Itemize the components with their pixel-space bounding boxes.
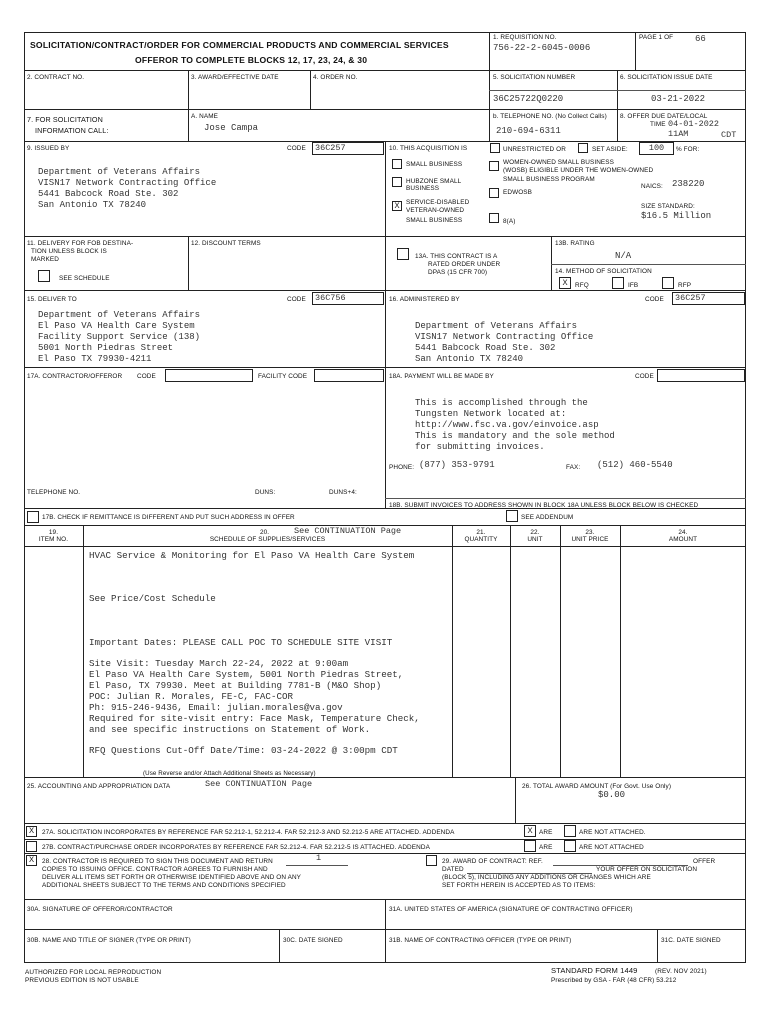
footer-rev: (REV. NOV 2021) (655, 968, 707, 975)
percent-for-label: % FOR: (676, 146, 700, 153)
contractor-label: 17A. CONTRACTOR/OFFEROR (27, 373, 123, 380)
issue-date-label: 6. SOLICITATION ISSUE DATE (620, 74, 713, 81)
award-date-label: 3. AWARD/EFFECTIVE DATE (191, 74, 279, 81)
schedule-line-10: and see specific instructions on Statement of Work. (89, 724, 371, 735)
sdvosb-label2: VETERAN-OWNED (406, 207, 465, 214)
payment-fax-label: FAX: (566, 464, 581, 471)
issued-by-line3: 5441 Babcock Road Ste. 302 (38, 189, 179, 199)
27a-are-not-label: ARE NOT ATTACHED. (579, 829, 646, 836)
offer-due-time[interactable]: 11AM (668, 129, 689, 139)
set-aside-label: SET ASIDE: (592, 146, 628, 153)
27b-are-label: ARE (539, 844, 553, 851)
for-info-label1: 7. FOR SOLICITATION (27, 115, 103, 124)
set-aside-checkbox[interactable] (578, 143, 588, 153)
28-line4: ADDITIONAL SHEETS SUBJECT TO THE TERMS AND CONDITIONS SPECIFIED (42, 882, 286, 889)
29-line4: SET FORTH HEREIN IS ACCEPTED AS TO ITEMS: (442, 882, 596, 889)
issued-by-line2: VISN17 Network Contracting Office (38, 178, 217, 188)
rule-r2-a (188, 70, 189, 109)
set-aside-percent[interactable]: 100 (639, 142, 674, 155)
rule-col-quantity (510, 525, 511, 777)
payment-text-line4: This is mandatory and the sole method (415, 431, 615, 441)
27a-are-label: ARE (539, 829, 553, 836)
rule-r11-b (385, 236, 386, 290)
col-unit-num: 22. (530, 529, 540, 536)
28-copies-underline (286, 865, 348, 866)
footer-previous-edition: PREVIOUS EDITION IS NOT USABLE (25, 977, 139, 984)
sdvosb-label3: SMALL BUSINESS (406, 217, 463, 224)
footer-prescribed: Prescribed by GSA - FAR (48 CFR) 53.212 (551, 977, 677, 984)
offer-due-timezone: CDT (721, 130, 737, 140)
sdvosb-checkbox[interactable]: X (392, 201, 402, 211)
issued-by-code[interactable]: 36C257 (312, 142, 384, 155)
administered-by-line1: Department of Veterans Affairs (415, 321, 578, 331)
27a-checkbox[interactable]: X (26, 826, 37, 837)
administered-by-line2: VISN17 Network Contracting Office (415, 332, 594, 342)
sdvosb-label1: SERVICE-DISABLED (406, 199, 470, 206)
col-quantity-num: 21. (476, 529, 486, 536)
issue-date-value[interactable]: 03-21-2022 (651, 94, 706, 104)
contractor-code-input[interactable] (165, 369, 253, 382)
rule-sig-30c (279, 929, 280, 963)
page-count-value: 66 (695, 34, 706, 44)
ifb-label: IFB (628, 282, 639, 289)
deliver-to-label: 15. DELIVER TO (27, 296, 77, 303)
31a-signature-label: 31A. UNITED STATES OF AMERICA (SIGNATURE OF CONTRACTING OFFICER) (389, 906, 633, 913)
rule-row25 (24, 777, 746, 778)
rated-label3: DPAS (15 CFR 700) (428, 269, 488, 276)
for-info-label2: INFORMATION CALL: (35, 126, 109, 135)
col-unit-price-label: UNIT PRICE (571, 536, 609, 543)
requisition-label: 1. REQUISITION NO. (493, 34, 557, 41)
rule-row27b (24, 839, 746, 840)
schedule-line-9: Required for site-visit entry: Face Mask, Temperature Check, (89, 713, 420, 724)
contractor-code-label: CODE (137, 373, 156, 380)
27b-checkbox[interactable] (26, 841, 37, 852)
payment-label: 18A. PAYMENT WILL BE MADE BY (389, 373, 494, 380)
solicitation-no-label: 5. SOLICITATION NUMBER (493, 74, 576, 81)
rule-r11-a (188, 236, 189, 290)
remittance-checkbox[interactable] (27, 511, 39, 523)
edwosb-label: EDWOSB (503, 189, 533, 196)
30a-signature-label: 30A. SIGNATURE OF OFFEROR/CONTRACTOR (27, 906, 173, 913)
payment-text-line1: This is accomplished through the (415, 398, 588, 408)
rfp-checkbox[interactable] (662, 277, 674, 289)
discount-terms-label: 12. DISCOUNT TERMS (191, 240, 261, 247)
naics-value[interactable]: 238220 (672, 179, 705, 189)
footer-form-name: STANDARD FORM 1449 (551, 966, 638, 975)
rule-sig-split (385, 899, 386, 963)
rating-value[interactable]: N/A (615, 251, 632, 261)
29-checkbox[interactable] (426, 855, 437, 866)
delivery-fob-label1: 11. DELIVERY FOR FOB DESTINA- (27, 240, 134, 247)
reverse-note: (Use Reverse and/or Attach Additional Sheets as Necessary) (143, 770, 316, 777)
27a-are-not-checkbox[interactable] (564, 825, 576, 837)
see-schedule-label: SEE SCHEDULE (59, 275, 110, 282)
rule-r15-split (385, 290, 386, 367)
hubzone-label1: HUBZONE SMALL (406, 178, 462, 185)
administered-by-line3: 5441 Babcock Road Ste. 302 (415, 343, 556, 353)
28-line1: 28. CONTRACTOR IS REQUIRED TO SIGN THIS DOCUMENT AND RETURN (42, 858, 273, 865)
col-amount-num: 24. (678, 529, 688, 536)
contact-name-value[interactable]: Jose Campa (204, 123, 259, 133)
31c-date-label: 31C. DATE SIGNED (661, 937, 721, 944)
rule-row2 (24, 70, 746, 71)
hubzone-checkbox[interactable] (392, 177, 402, 187)
rule-col-schedule (452, 525, 453, 777)
schedule-line-6: El Paso, TX 79930. Meet at Building 7781-B (M&O Shop) (89, 680, 382, 691)
telephone-label: TELEPHONE NO. (27, 489, 81, 496)
rule-col-item (83, 525, 84, 777)
col-schedule-label: SCHEDULE OF SUPPLIES/SERVICES (209, 536, 326, 543)
hubzone-label2: BUSINESS (406, 185, 440, 192)
schedule-line-4: Site Visit: Tuesday March 22-24, 2022 at 9:00am (89, 658, 349, 669)
duns-label: DUNS: (255, 489, 276, 496)
wosb-label2: (WOSB) ELIGIBLE UNDER THE WOMEN-OWNED (503, 167, 654, 174)
schedule-line-3: Important Dates: PLEASE CALL POC TO SCHEDULE SITE VISIT (89, 637, 393, 648)
delivery-fob-label2: TION UNLESS BLOCK IS (31, 248, 107, 255)
small-business-checkbox[interactable] (392, 159, 402, 169)
schedule-line-1: HVAC Service & Monitoring for El Paso VA Health Care System (89, 550, 415, 561)
naics-label: NAICS: (641, 183, 663, 190)
delivery-fob-label3: MARKED (31, 256, 59, 263)
29-line3: (BLOCK 5), INCLUDING ANY ADDITIONS OR CHANGES WHICH ARE (442, 874, 651, 881)
administered-by-code-label: CODE (645, 296, 664, 303)
deliver-to-line4: 5001 North Piedras Street (38, 343, 174, 353)
payment-text-line2: Tungsten Network located at: (415, 409, 567, 419)
schedule-line-2: See Price/Cost Schedule (89, 593, 216, 604)
submit-invoices-label: 18B. SUBMIT INVOICES TO ADDRESS SHOWN IN BLOCK 18A UNLESS BLOCK BELOW IS CHECKED (389, 502, 699, 509)
rule-r2-sub (489, 90, 746, 91)
29-line1: 29. AWARD OF CONTRACT: REF. (442, 858, 543, 865)
rule-r11-c (551, 236, 552, 290)
total-award-value[interactable]: $0.00 (598, 790, 626, 800)
requisition-value[interactable]: 756-22-2-6045-0006 (493, 43, 591, 53)
rule-r7-b (489, 109, 490, 141)
rule-col-unit-price (620, 525, 621, 777)
form-title-line2: OFFEROR TO COMPLETE BLOCKS 12, 17, 23, 24, & 30 (135, 55, 368, 65)
administered-by-code[interactable]: 36C257 (672, 292, 745, 305)
small-business-label: SMALL BUSINESS (406, 161, 463, 168)
see-addendum-checkbox[interactable] (506, 510, 518, 522)
ifb-checkbox[interactable] (612, 277, 624, 289)
schedule-line-8: Ph: 915-246-9436, Email: julian.morales@va.gov (89, 702, 343, 713)
rated-label1: 13A. THIS CONTRACT IS A (415, 253, 498, 260)
col-amount-label: AMOUNT (668, 536, 698, 543)
col-item-no-num: 19. (48, 529, 59, 536)
duns4-label: DUNS+4: (329, 489, 357, 496)
edwosb-checkbox[interactable] (489, 188, 499, 198)
rule-sig-31c (657, 929, 658, 963)
facility-code-input[interactable] (314, 369, 384, 382)
order-no-label: 4. ORDER NO. (313, 74, 358, 81)
wosb-label1: WOMEN-OWNED SMALL BUSINESS (503, 159, 615, 166)
accounting-value: See CONTINUATION Page (205, 779, 313, 789)
28-line3: DELIVER ALL ITEMS SET FORTH OR OTHERWISE IDENTIFIED ABOVE AND ON ANY (42, 874, 302, 881)
see-schedule-checkbox[interactable] (38, 270, 50, 282)
rule-r7-c (617, 109, 618, 141)
unrestricted-label: UNRESTRICTED OR (503, 146, 566, 153)
rule-r9-split (385, 141, 386, 236)
payment-text-line3: http://www.fsc.va.gov/einvoice.asp (415, 420, 599, 430)
offer-due-label2: TIME (650, 121, 666, 128)
method-label: 14. METHOD OF SOLICITATION (555, 268, 652, 275)
contract-no-label: 2. CONTRACT NO. (27, 74, 85, 81)
rule-col-unit (560, 525, 561, 777)
27a-are-checkbox[interactable]: X (524, 825, 536, 837)
payment-phone-label: PHONE: (389, 464, 415, 471)
deliver-to-line3: Facility Support Service (138) (38, 332, 201, 342)
29-line2-offer: YOUR OFFER ON SOLICITATION (596, 866, 698, 873)
30c-date-label: 30C. DATE SIGNED (283, 937, 343, 944)
27b-are-not-checkbox[interactable] (564, 840, 576, 852)
rule-row7 (24, 109, 746, 110)
30b-name-label: 30B. NAME AND TITLE OF SIGNER (TYPE OR PRINT) (27, 937, 191, 944)
schedule-continuation: See CONTINUATION Page (294, 526, 402, 536)
rule-r25-split (515, 777, 516, 823)
rule-r2-b (310, 70, 311, 109)
rule-row27a (24, 823, 746, 824)
schedule-line-5: El Paso VA Health Care System, 5001 North Piedras Street, (89, 669, 404, 680)
contact-phone-value[interactable]: 210-694-6311 (496, 126, 561, 136)
deliver-to-line1: Department of Veterans Affairs (38, 310, 201, 320)
rule-header-page (635, 32, 636, 70)
footer-reproduction: AUTHORIZED FOR LOCAL REPRODUCTION (25, 969, 162, 976)
contact-name-label: A. NAME (191, 113, 218, 120)
27a-label: 27A. SOLICITATION INCORPORATES BY REFERENCE FAR 52.212-1, 52.212-4. FAR 52.212-3 AND 52.212-5 ARE ATTACHED. ADDENDA (42, 829, 455, 836)
rule-r17-split (385, 367, 386, 508)
col-schedule-num: 20. (260, 529, 270, 536)
payment-fax-value: (512) 460-5540 (597, 460, 673, 470)
rfq-checkbox[interactable]: X (559, 277, 571, 289)
27b-are-not-label: ARE NOT ATTACHED (579, 844, 644, 851)
remittance-label: 17B. CHECK IF REMITTANCE IS DIFFERENT AND PUT SUCH ADDRESS IN OFFER (42, 514, 295, 521)
deliver-to-line5: El Paso TX 79930-4211 (38, 354, 152, 364)
rule-r7-a (188, 109, 189, 141)
rfq-label: RFQ (575, 282, 589, 289)
page-label: PAGE 1 OF (639, 34, 674, 41)
accounting-label: 25. ACCOUNTING AND APPROPRIATION DATA (27, 783, 171, 790)
28-copies[interactable]: 1 (316, 853, 322, 863)
administered-by-label: 16. ADMINISTERED BY (389, 296, 460, 303)
payment-phone-value: (877) 353-9791 (419, 460, 495, 470)
schedule-line-11: RFQ Questions Cut-Off Date/Time: 03-24-2022 @ 3:00pm CDT (89, 745, 398, 756)
deliver-to-code[interactable]: 36C756 (312, 292, 384, 305)
see-addendum-label: SEE ADDENDUM (521, 514, 574, 521)
size-standard-label: SIZE STANDARD: (641, 203, 695, 210)
rfp-label: RFP (678, 282, 692, 289)
29-offer-label: OFFER (693, 858, 716, 865)
size-standard-value[interactable]: $16.5 Million (641, 211, 712, 221)
rated-label2: RATED ORDER UNDER (428, 261, 501, 268)
8a-label: 8(A) (503, 218, 516, 225)
wosb-label3: SMALL BUSINESS PROGRAM (503, 176, 595, 183)
rule-row28 (24, 853, 746, 854)
issued-by-code-label: CODE (287, 145, 306, 152)
solicitation-no-value[interactable]: 36C25722Q0220 (493, 94, 564, 104)
rule-r13-sub (551, 264, 746, 265)
col-quantity-label: QUANTITY (464, 536, 498, 543)
27b-are-checkbox[interactable] (524, 840, 536, 852)
rule-schedule-sub (24, 546, 746, 547)
rule-18b (385, 498, 746, 499)
acquisition-label: 10. THIS ACQUISITION IS (389, 145, 468, 152)
facility-code-label: FACILITY CODE (258, 373, 308, 380)
issued-by-label: 9. ISSUED BY (27, 145, 70, 152)
issued-by-line4: San Antonio TX 78240 (38, 200, 147, 210)
payment-code-input[interactable] (657, 369, 745, 382)
col-unit-label: UNIT (527, 536, 543, 543)
rated-order-checkbox[interactable] (397, 248, 409, 260)
unrestricted-checkbox[interactable] (490, 143, 500, 153)
total-award-label: 26. TOTAL AWARD AMOUNT (For Govt. Use Only) (522, 783, 672, 790)
offer-due-label1: 8. OFFER DUE DATE/LOCAL (620, 113, 708, 120)
administered-by-line4: San Antonio TX 78240 (415, 354, 524, 364)
payment-code-label: CODE (635, 373, 654, 380)
col-item-no-label: ITEM NO. (38, 536, 69, 543)
31b-name-label: 31B. NAME OF CONTRACTING OFFICER (TYPE OR PRINT) (389, 937, 572, 944)
rating-label: 13B. RATING (555, 240, 595, 247)
28-checkbox[interactable]: X (26, 855, 37, 866)
issued-by-line1: Department of Veterans Affairs (38, 167, 201, 177)
29-line2-dated: DATED (442, 866, 464, 873)
payment-text-line5: for submitting invoices. (415, 442, 545, 452)
contact-phone-label: b. TELEPHONE NO. (No Collect Calls) (493, 113, 607, 120)
8a-checkbox[interactable] (489, 213, 499, 223)
schedule-line-7: POC: Julian R. Morales, FE-C, FAC-COR (89, 691, 293, 702)
offer-due-date[interactable]: 04-01-2022 (668, 119, 720, 129)
deliver-to-code-label: CODE (287, 296, 306, 303)
deliver-to-line2: El Paso VA Health Care System (38, 321, 195, 331)
form-title-line1: SOLICITATION/CONTRACT/ORDER FOR COMMERCIAL PRODUCTS AND COMMERCIAL SERVICES (30, 40, 449, 50)
rule-header-split (489, 32, 490, 70)
27b-label: 27B. CONTRACT/PURCHASE ORDER INCORPORATES BY REFERENCE FAR 52.212-4. FAR 52.212-5 IS ATTACHED. ADDENDA (42, 844, 430, 851)
28-line2: COPIES TO ISSUING OFFICE. CONTRACTOR AGREES TO FURNISH AND (42, 866, 268, 873)
wosb-checkbox[interactable] (489, 161, 499, 171)
col-unit-price-num: 23. (585, 529, 595, 536)
